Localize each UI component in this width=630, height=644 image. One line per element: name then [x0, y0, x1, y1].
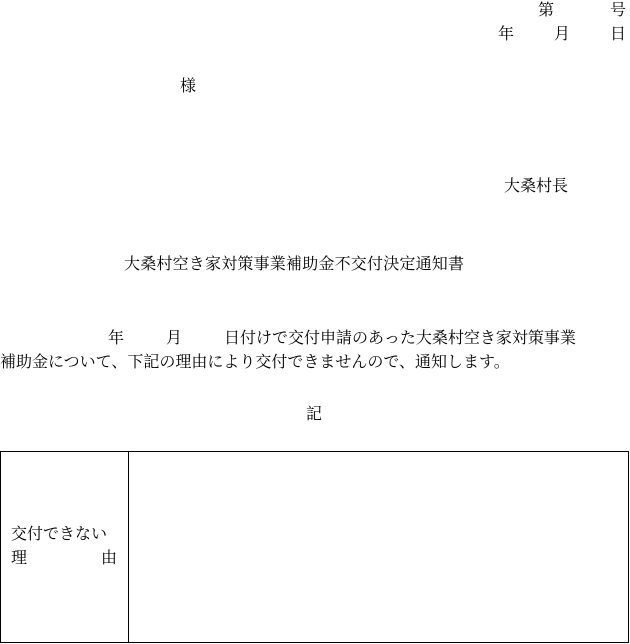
addressee-honorific: 様 [180, 76, 197, 95]
date-day-blank [570, 24, 610, 44]
date-month-blank [514, 24, 554, 44]
reason-label-line2 [11, 548, 117, 568]
body-line1-text: 日付けで交付申請のあった大桑村空き家対策事業 [224, 328, 576, 347]
ki-heading: 記 [306, 404, 323, 423]
document-date [498, 24, 626, 44]
date-month-label: 月 [553, 24, 570, 43]
document-title: 大桑村空き家対策事業補助金不交付決定通知書 [124, 254, 465, 273]
reason-label-ri: 理 [11, 548, 28, 567]
date-year-label: 年 [497, 24, 514, 43]
number-blank [554, 0, 610, 20]
date-day-label: 日 [609, 24, 626, 43]
body-year-label: 年 [108, 328, 125, 347]
reason-value-cell[interactable] [129, 452, 628, 642]
number-label-dai: 第 [537, 0, 554, 19]
reason-label-cell [1, 452, 129, 642]
reason-label-yu: 由 [100, 548, 117, 567]
number-label-go: 号 [609, 0, 626, 19]
sender-name: 大桑村長 [504, 176, 569, 195]
body-month-label: 月 [166, 328, 183, 347]
reason-label-line1: 交付できない [11, 524, 108, 543]
body-line-2: 補助金について、下記の理由により交付できませんので、通知します。 [0, 352, 510, 371]
document-number [538, 0, 626, 20]
body-line-1 [0, 328, 628, 348]
reason-table [0, 451, 629, 643]
